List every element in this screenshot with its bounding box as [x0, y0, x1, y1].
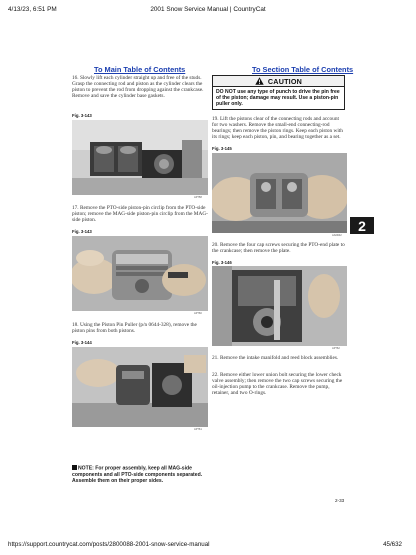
figure-label: Fig. 3-145	[212, 146, 232, 151]
print-url: https://support.countrycat.com/posts/2800088-2001-snow-service-manual	[8, 541, 210, 548]
caution-title: CAUTION	[267, 76, 303, 86]
note-label: NOTE:	[78, 465, 94, 472]
connecting-rod-photo	[212, 153, 347, 233]
step-19: 19. Lift the pistons clear of the connecting rods and account for two washers. Remove the small-end connecting-rod bearings; then remove the piston rings. Keep each piston with its rings; keep each piston, pin, and bearing together as a set.	[212, 116, 343, 141]
engine-photo-cylinders	[72, 120, 208, 195]
figure-code: AP761	[194, 428, 202, 431]
warning-triangle-icon	[255, 77, 264, 85]
section-toc-link[interactable]: To Section Table of Contents	[252, 65, 354, 74]
figure-label: Fig. 3-143	[72, 113, 92, 118]
step-20: 20. Remove the four cap screws securing the PTO-end plate to the crankcase; then remove the plate.	[212, 242, 345, 255]
figure-label: Fig. 3-144	[72, 340, 92, 345]
note-square-icon	[72, 465, 77, 470]
pto-end-plate-photo	[212, 266, 347, 346]
step-21: 21. Remove the intake manifold and reed block assemblies.	[212, 355, 339, 361]
figure-code: AP762	[332, 347, 340, 350]
section-tab: 2	[350, 217, 374, 234]
figure-label: Fig. 3-143	[72, 229, 92, 234]
print-page-count: 45/632	[383, 541, 402, 548]
assembly-note	[72, 465, 210, 484]
caution-text: DO NOT use any type of punch to drive the pin free of the piston; damage may result. Use a piston-pin puller only.	[216, 89, 340, 107]
print-page-title: 2001 Snow Service Manual | CountryCat	[150, 6, 266, 13]
caution-header	[213, 76, 344, 87]
step-18: 18. Using the Piston Pin Puller (p/n 0644-328), remove the piston pins from both pistons.	[72, 322, 197, 335]
step-16: 16. Slowly lift each cylinder straight up and free of the studs. Grasp the connecting rod and piston as the cylinder clears the piston to prevent the rod from dropping against the crankcase. Remove and save the cylinder base gaskets.	[72, 75, 204, 100]
figure-code: AA0R42	[332, 234, 342, 237]
piston-pin-puller-photo	[72, 347, 208, 427]
page-number: 2-33	[335, 498, 345, 503]
figure-label: Fig. 3-146	[212, 260, 232, 265]
figure-code: AP760	[194, 312, 202, 315]
piston-circlip-photo	[72, 236, 208, 311]
print-datetime: 4/13/23, 6:51 PM	[8, 6, 57, 13]
caution-box	[212, 75, 345, 110]
step-22: 22. Remove either lower union bolt securing the lower check valve assembly; then remove the two cap screws securing the oil-injection pump to the crankcase. Remove the pump, retainer, and two O-rings.	[212, 372, 343, 397]
main-toc-link[interactable]: To Main Table of Contents	[94, 65, 186, 74]
figure-code: AP758	[194, 196, 202, 199]
step-17: 17. Remove the PTO-side piston-pin circlip from the PTO-side piston; remove the MAG-side piston-pin circlip from the MAG-side piston.	[72, 205, 208, 224]
note-text: For proper assembly, keep all MAG-side components and all PTO-side components separated. Assemble them on their proper sides.	[72, 465, 203, 484]
